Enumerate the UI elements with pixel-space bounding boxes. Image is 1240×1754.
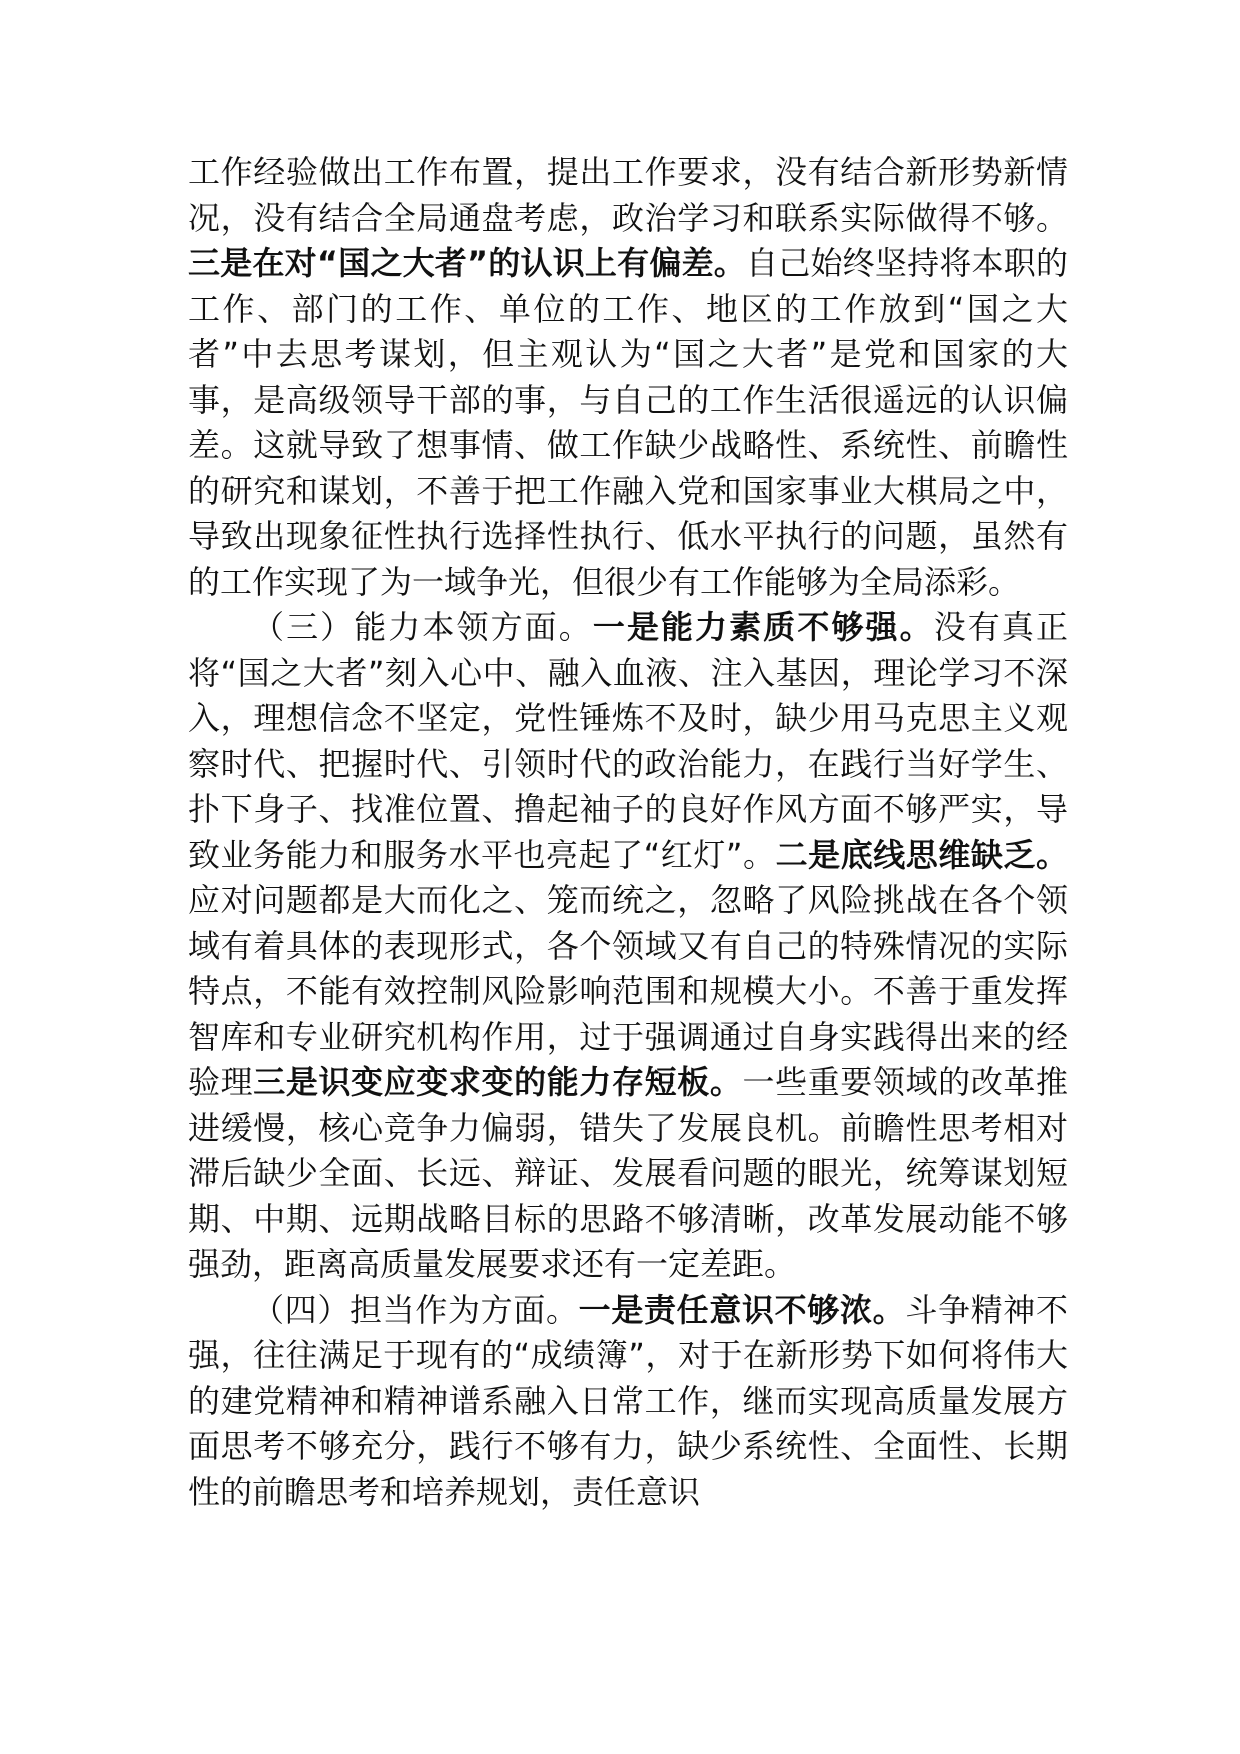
text-segment: 自己始终坚持将本职的工作、部门的工作、单位的工作、地区的工作放到“国之大者”中去思考谋划，但主观认为“国之大者”是党和国家的大事，是高级领导干部的事，与自己的工作生活很遥远的认识偏差。这就导致了想事情、做工作缺少战略性、系统性、前瞻性的研究和谋划，不善于把工作融入党和国家事业大棋局之中，导致出现象征性执行选择性执行、低水平执行的问题，虽然有的工作实现了为一域争光，但很少有工作能够为全局添彩。: [188, 244, 1068, 601]
bold-heading: 一是责任意识不够浓。: [578, 1290, 906, 1329]
text-segment: 没有真正将“国之大者”刻入心中、融入血液、注入基因，理论学习不深入，理想信念不坚定，党性锤炼不及时，缺少用马克思主义观察时代、把握时代、引领时代的政治能力，在践行当好学生、扑下身子、找准位置、撸起袖子的良好作风方面不够严实，导致业务能力和服务水平也亮起了“红灯”。: [188, 608, 1068, 874]
paragraph: [188, 150, 1068, 605]
section-heading: （四）担当作为方面。: [252, 1290, 579, 1329]
text-segment: 斗争精神不强，往往满足于现有的“成绩簿”，对于在新形势下如何将伟大的建党精神和精神谱系融入日常工作，继而实现高质量发展方面思考不够充分，践行不够有力，缺少系统性、全面性、长期性的前瞻思考和培养规划，责任意识: [188, 1290, 1068, 1511]
text-segment: 工作经验做出工作布置，提出工作要求，没有结合新形势新情况，没有结合全局通盘考虑，政治学习和联系实际做得不够。: [188, 153, 1068, 237]
bold-heading: 二是底线思维缺乏。: [775, 835, 1068, 874]
document-page: [188, 150, 1068, 1515]
text-segment: 一些重要领域的改革推进缓慢，核心竞争力偏弱，错失了发展良机。前瞻性思考相对滞后缺少全面、长远、辩证、发展看问题的眼光，统筹谋划短期、中期、远期战略目标的思路不够清晰，改革发展动能不够强劲，距离高质量发展要求还有一定差距。: [188, 1063, 1068, 1283]
bold-heading: 一是能力素质不够强。: [592, 608, 934, 646]
section-heading: （三）能力本领方面。: [252, 608, 593, 646]
paragraph: [188, 605, 1068, 1288]
text-segment: 应对问题都是大而化之、笼而统之，忽略了风险挑战在各个领域有着具体的表现形式，各个领域又有自己的特殊情况的实际特点，不能有效控制风险影响范围和规模大小。不善于重发挥智库和专业研究机构作用，过于强调通过自身实践得出来的经验理: [188, 881, 1068, 1101]
bold-heading: 三是识变应变求变的能力存短板。: [253, 1063, 743, 1101]
bold-heading: 三是在对“国之大者”的认识上有偏差。: [188, 244, 747, 282]
paragraph: [188, 1288, 1068, 1516]
